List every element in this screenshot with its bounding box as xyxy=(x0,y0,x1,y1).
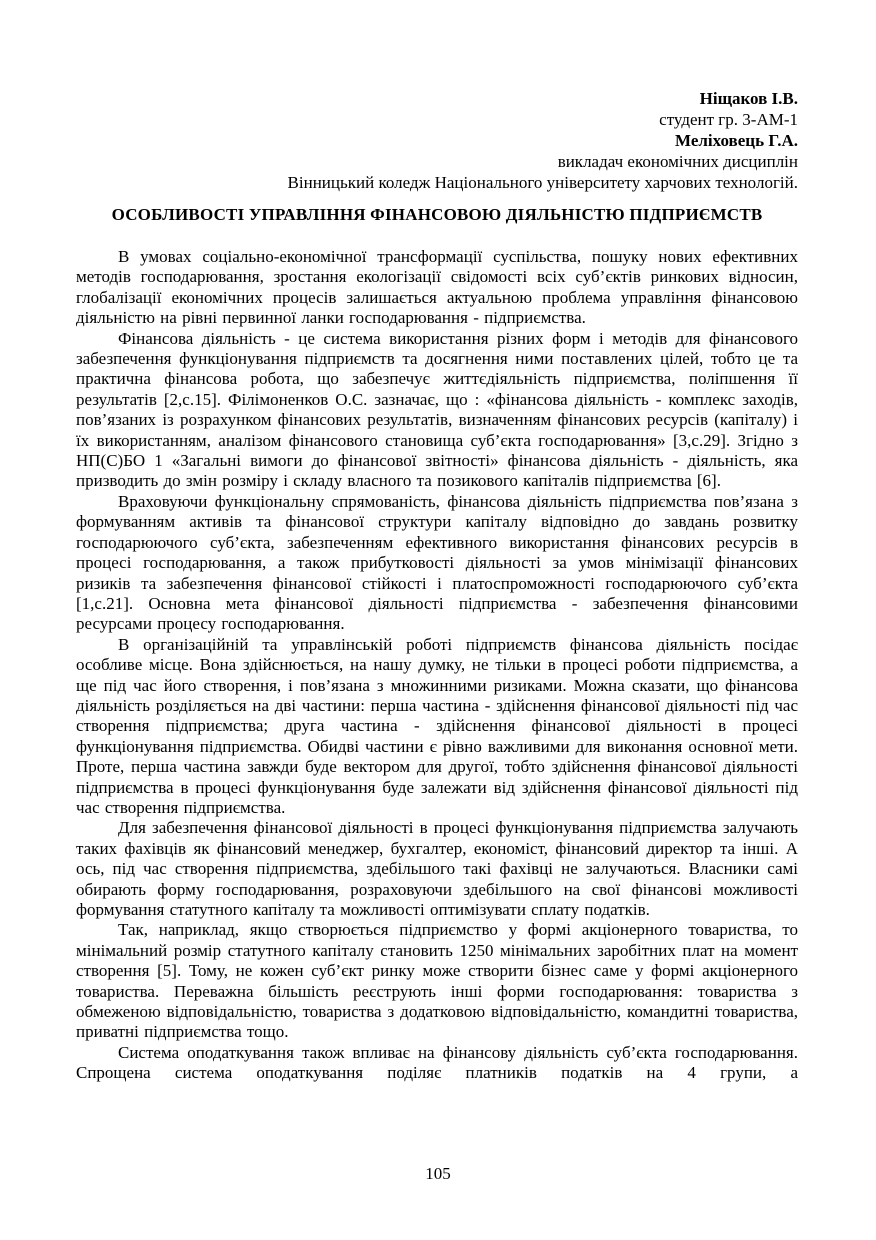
paragraph-4: В організаційній та управлінській роботі підприємств фінансова діяльність посідає особливе місце. Вона здійснюється, на нашу думку, не тільки в процесі роботи підприємства, а ще під час його створення, і пов’язана з множинними ризиками. Можна сказати, що фінансова діяльність розділяється на дві частини: перша частина - здійснення фінансової діяльності під час створення підприємства; друга частина - здійснення фінансової діяльності в процесі функціонування підприємства. Обидві частини є рівно важливими для виконання основної мети. Проте, перша частина завжди буде вектором для другої, тобто здійснення фінансової діяльності підприємства в процесі функціонування буде залежати від здійснення фінансової діяльності під час створення підприємства. xyxy=(76,634,798,817)
page-number: 105 xyxy=(425,1164,451,1183)
author1-role: студент гр. 3-АМ-1 xyxy=(659,110,798,129)
affiliation: Вінницький коледж Національного університету харчових технологій. xyxy=(287,173,798,192)
paragraph-7: Система оподаткування також впливає на фінансову діяльність суб’єкта господарювання. Спрощена система оподаткування поділяє платників податків на 4 групи, а xyxy=(76,1042,798,1083)
paragraph-3: Враховуючи функціональну спрямованість, фінансова діяльність підприємства пов’язана з формуванням активів та фінансової структури капіталу відповідно до завдань розвитку господарюючого суб’єкта, забезпеченням ефективного використання фінансових ресурсів в процесі господарювання, а також прибутковості діяльності за умов мінімізації фінансових ризиків та забезпечення фінансової стійкості і платоспроможності господарюючого суб’єкта [1,с.21]. Основна мета фінансової діяльності підприємства - забезпечення фінансовими ресурсами процесу господарювання. xyxy=(76,491,798,634)
article-body xyxy=(76,247,798,1084)
paragraph-1: В умовах соціально-економічної трансформації суспільства, пошуку нових ефективних методів господарювання, зростання екологізації свідомості всіх суб’єктів ринкових відносин, глобалізації економічних процесів залишається актуальною проблема управління фінансовою діяльністю на рівні первинної ланки господарювання - підприємства. xyxy=(76,247,798,328)
paragraph-2: Фінансова діяльність - це система використання різних форм і методів для фінансового забезпечення функціонування підприємств та досягнення ними поставлених цілей, тобто це та практична фінансова робота, що забезпечує життєдіяльність підприємства, поліпшення її результатів [2,с.15]. Філімоненков О.С. зазначає, що : «фінансова діяльність - комплекс заходів, пов’язаних із розрахунком фінансових результатів, визначенням фінансових ресурсів (капіталу) і їх використанням, аналізом фінансового становища суб’єкта господарювання» [3,с.29]. Згідно з НП(С)БО 1 «Загальні вимоги до фінансової звітності» фінансова діяльність - діяльність, яка призводить до змін розміру і складу власного та позикового капіталів підприємства [6]. xyxy=(76,328,798,491)
author2-name: Меліховець Г.А. xyxy=(675,131,798,150)
author-block xyxy=(76,88,798,193)
author1-name: Ніщаков І.В. xyxy=(699,89,798,108)
article-title: ОСОБЛИВОСТІ УПРАВЛІННЯ ФІНАНСОВОЮ ДІЯЛЬНІСТЮ ПІДПРИЄМСТВ xyxy=(111,205,763,224)
paragraph-6: Так, наприклад, якщо створюється підприємство у формі акціонерного товариства, то мінімальний розмір статутного капіталу становить 1250 мінімальних заробітних плат на момент створення [5]. Тому, не кожен суб’єкт ринку може створити бізнес саме у формі акціонерного товариства. Переважна більшість реєструють інші форми господарювання: товариства з обмеженою відповідальністю, товариства з додатковою відповідальністю, командитні товариства, приватні підприємства тощо. xyxy=(76,920,798,1042)
paragraph-5: Для забезпечення фінансової діяльності в процесі функціонування підприємства залучають таких фахівців як фінансовий менеджер, бухгалтер, економіст, фінансовий директор та інші. А ось, під час створення підприємства, здебільшого такі фахівці не залучаються. Власники самі обирають форму господарювання, розраховуючи здебільшого на свої фінансові можливості формування статутного капіталу та можливості оптимізувати сплату податків. xyxy=(76,818,798,919)
author2-role: викладач економічних дисциплін xyxy=(557,152,798,171)
